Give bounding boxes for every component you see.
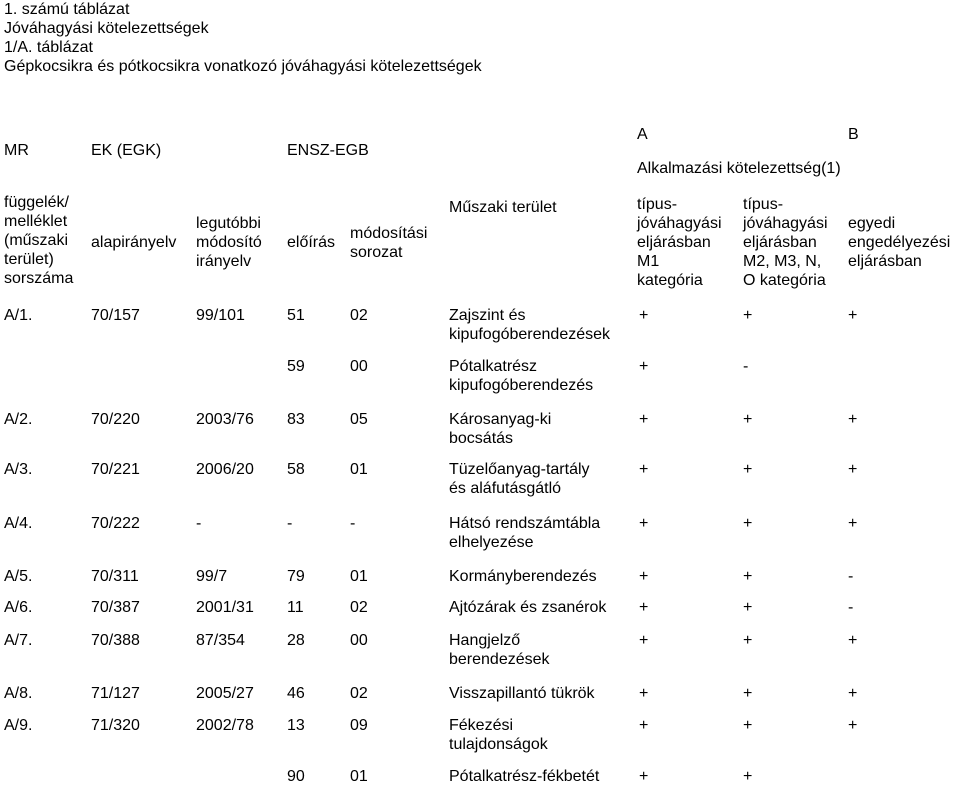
row-technical-area: [449, 598, 606, 617]
row-regulation: 59: [287, 358, 305, 375]
row-technical-area-line: berendezések: [449, 651, 550, 668]
row-technical-area-line: elhelyezése: [449, 534, 534, 551]
row-technical-area: [449, 306, 610, 344]
row-base-directive: 70/311: [91, 568, 139, 585]
header-ensz: ENSZ-EGB: [287, 142, 369, 159]
row-m2: +: [743, 632, 753, 649]
row-technical-area-line: Fékezési: [449, 717, 514, 734]
row-technical-area-line: Zajszint és: [449, 307, 526, 324]
section-title: Jóváhagyási kötelezettségek: [4, 20, 209, 37]
row-egyedi: +: [848, 685, 858, 702]
row-last-amendment: -: [196, 515, 202, 532]
row-technical-area-line: bocsátás: [449, 430, 514, 447]
row-technical-area: [449, 767, 599, 786]
row-m1: +: [639, 632, 649, 649]
row-series: 01: [350, 461, 368, 478]
row-last-amendment: 99/7: [196, 568, 228, 585]
row-regulation: 51: [287, 307, 305, 324]
header-fuggelek: függelék/ melléklet (műszaki terület) sorszáma: [4, 194, 74, 287]
header-col-b: B: [848, 126, 859, 143]
row-regulation: 83: [287, 411, 305, 428]
row-base-directive: 70/388: [91, 632, 140, 649]
header-modositasi: módosítási sorozat: [350, 225, 428, 261]
row-technical-area-line: Károsanyag-ki: [449, 411, 552, 428]
row-technical-area-line: Pótalkatrész-fékbetét: [449, 768, 600, 785]
row-technical-area-line: Tüzelőanyag-tartály: [449, 461, 590, 478]
row-last-amendment: 2006/20: [196, 461, 254, 478]
row-egyedi: -: [848, 599, 854, 616]
row-m1: +: [639, 717, 649, 734]
row-series: 00: [350, 632, 368, 649]
row-egyedi: +: [848, 411, 858, 428]
header-alkalmazasi: Alkalmazási kötelezettség(1): [637, 160, 841, 177]
row-regulation: 13: [287, 717, 305, 734]
row-base-directive: 70/157: [91, 307, 140, 324]
row-technical-area-line: Visszapillantó tükrök: [449, 685, 595, 702]
header-legutobbi: legutóbbi módosító irányelv: [196, 215, 262, 270]
row-id: A/3.: [4, 461, 33, 478]
table-number: 1. számú táblázat: [4, 1, 130, 18]
header-tipus-m2: típus- jóváhagyási eljárásban M2, M3, N, O kategória: [743, 196, 828, 289]
row-egyedi: +: [848, 515, 858, 532]
row-m1: +: [639, 599, 649, 616]
row-series: 05: [350, 411, 368, 428]
row-base-directive: 71/320: [91, 717, 140, 734]
row-regulation: -: [287, 515, 293, 532]
row-technical-area: [449, 514, 600, 552]
row-egyedi: +: [848, 461, 858, 478]
row-technical-area-line: Kormányberendezés: [449, 568, 597, 585]
row-regulation: 46: [287, 685, 305, 702]
row-series: 01: [350, 568, 368, 585]
row-m2: +: [743, 307, 753, 324]
row-m1: +: [639, 568, 649, 585]
row-regulation: 28: [287, 632, 305, 649]
row-series: 01: [350, 768, 368, 785]
row-egyedi: +: [848, 632, 858, 649]
row-m2: +: [743, 515, 753, 532]
row-technical-area-line: tulajdonságok: [449, 736, 548, 753]
row-m2: +: [743, 768, 753, 785]
row-last-amendment: 2005/27: [196, 685, 254, 702]
row-m2: +: [743, 568, 753, 585]
row-id: A/8.: [4, 685, 33, 702]
header-egyedi: egyedi engedélyezési eljárásban: [848, 215, 951, 270]
header-muszaki: Műszaki terület: [449, 199, 557, 216]
row-series: 02: [350, 685, 368, 702]
row-m2: +: [743, 599, 753, 616]
subtable-title: Gépkocsikra és pótkocsikra vonatkozó jóváhagyási kötelezettségek: [4, 58, 482, 75]
row-m1: +: [639, 358, 649, 375]
row-m2: -: [743, 358, 749, 375]
row-id: A/5.: [4, 568, 33, 585]
row-base-directive: 71/127: [91, 685, 140, 702]
row-egyedi: +: [848, 717, 858, 734]
row-technical-area-line: kipufogóberendezés: [449, 377, 594, 394]
row-technical-area: [449, 684, 595, 703]
row-technical-area: [449, 631, 550, 669]
row-m2: +: [743, 717, 753, 734]
row-id: A/2.: [4, 411, 33, 428]
row-technical-area: [449, 567, 597, 586]
row-base-directive: 70/221: [91, 461, 140, 478]
row-base-directive: 70/220: [91, 411, 140, 428]
row-m1: +: [639, 461, 649, 478]
header-mr: MR: [4, 142, 29, 159]
header-tipus-m1: típus- jóváhagyási eljárásban M1 kategória: [637, 196, 722, 289]
subtable-number: 1/A. táblázat: [4, 39, 93, 56]
row-last-amendment: 2001/31: [196, 599, 254, 616]
row-last-amendment: 2003/76: [196, 411, 254, 428]
row-egyedi: -: [848, 568, 854, 585]
row-m2: +: [743, 411, 753, 428]
row-technical-area-line: kipufogóberendezések: [449, 326, 611, 343]
row-technical-area: [449, 716, 548, 754]
row-m1: +: [639, 768, 649, 785]
row-egyedi: +: [848, 307, 858, 324]
row-m2: +: [743, 461, 753, 478]
row-regulation: 11: [287, 599, 304, 616]
row-id: A/6.: [4, 599, 33, 616]
row-m1: +: [639, 515, 649, 532]
row-technical-area-line: Hátsó rendszámtábla: [449, 515, 601, 532]
row-last-amendment: 99/101: [196, 307, 245, 324]
row-last-amendment: 87/354: [196, 632, 245, 649]
row-m2: +: [743, 685, 753, 702]
header-eloiras: előírás: [287, 234, 336, 251]
row-regulation: 58: [287, 461, 305, 478]
row-series: 00: [350, 358, 368, 375]
row-m1: +: [639, 307, 649, 324]
row-id: A/9.: [4, 717, 33, 734]
row-m1: +: [639, 685, 649, 702]
row-base-directive: 70/222: [91, 515, 140, 532]
row-technical-area-line: Ajtózárak és zsanérok: [449, 599, 607, 616]
row-m1: +: [639, 411, 649, 428]
row-technical-area: [449, 410, 551, 448]
row-technical-area-line: és aláfutásgátló: [449, 480, 562, 497]
row-series: 02: [350, 599, 368, 616]
header-ek: EK (EGK): [91, 142, 162, 159]
row-last-amendment: 2002/78: [196, 717, 254, 734]
row-id: A/4.: [4, 515, 33, 532]
row-technical-area: [449, 460, 590, 498]
row-series: 02: [350, 307, 368, 324]
row-id: A/7.: [4, 632, 33, 649]
header-col-a: A: [637, 126, 648, 143]
row-series: -: [350, 515, 356, 532]
row-series: 09: [350, 717, 368, 734]
row-id: A/1.: [4, 307, 33, 324]
row-technical-area: [449, 357, 593, 395]
row-technical-area-line: Pótalkatrész: [449, 358, 538, 375]
row-base-directive: 70/387: [91, 599, 140, 616]
row-regulation: 79: [287, 568, 305, 585]
row-regulation: 90: [287, 768, 305, 785]
row-technical-area-line: Hangjelző: [449, 632, 521, 649]
header-alapiranyelv: alapirányelv: [91, 234, 177, 251]
